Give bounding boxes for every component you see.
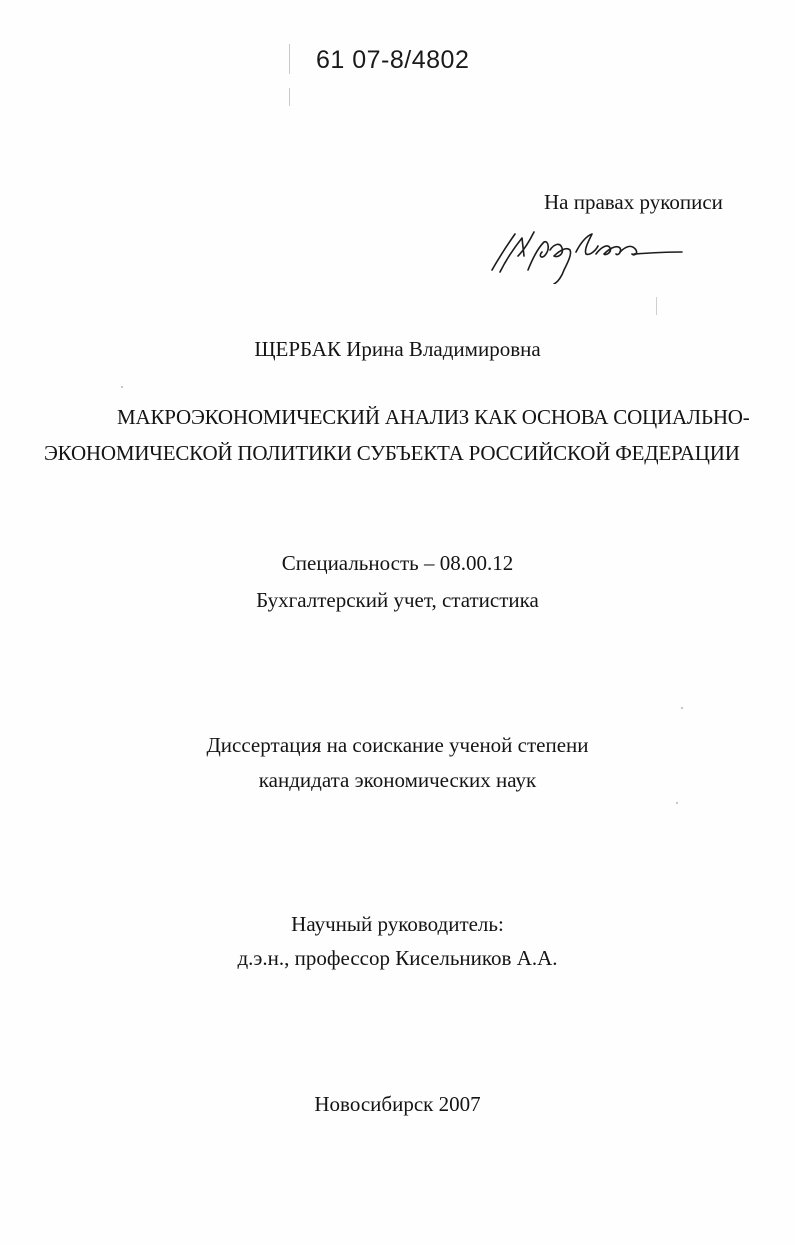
- library-stamp-number: 61 07-8/4802: [316, 46, 470, 74]
- specialty-field: Бухгалтерский учет, статистика: [256, 588, 539, 612]
- supervisor-label: Научный руководитель:: [291, 912, 504, 936]
- scan-speck: [681, 707, 683, 709]
- city-year: Новосибирск 2007: [314, 1092, 481, 1116]
- manuscript-rights-note: На правах рукописи: [544, 190, 723, 214]
- dissertation-title-line: ЭКОНОМИЧЕСКОЙ ПОЛИТИКИ СУБЪЕКТА РОССИЙСКОЙ ФЕДЕРАЦИИ: [44, 441, 740, 465]
- dissertation-purpose: Диссертация на соискание ученой степени: [206, 733, 589, 757]
- scan-speck: [121, 386, 123, 388]
- signature-icon: [488, 226, 684, 284]
- degree-sought: кандидата экономических наук: [258, 768, 537, 792]
- specialty-code: Специальность – 08.00.12: [281, 551, 514, 575]
- margin-mark: [289, 88, 290, 106]
- margin-mark: [656, 297, 657, 315]
- scan-speck: [676, 802, 678, 804]
- margin-mark: [289, 44, 290, 74]
- author-name: ЩЕРБАК Ирина Владимировна: [254, 337, 541, 361]
- dissertation-title-line: МАКРОЭКОНОМИЧЕСКИЙ АНАЛИЗ КАК ОСНОВА СОЦИАЛЬНО-: [117, 405, 750, 429]
- supervisor-name: д.э.н., профессор Кисельников А.А.: [237, 946, 558, 970]
